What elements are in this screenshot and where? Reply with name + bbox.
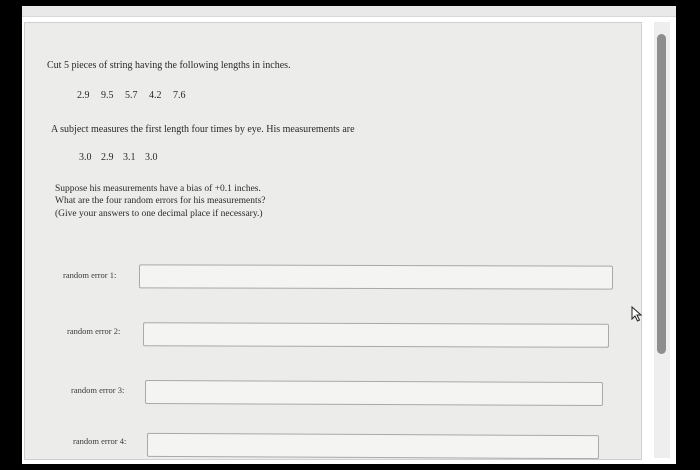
measurement-intro: A subject measures the first length four times by eye. His measurements are: [51, 124, 355, 135]
mouse-pointer-icon: [630, 306, 644, 322]
random-error-2-label: random error 2:: [67, 326, 121, 336]
random-error-3-label: random error 3:: [71, 385, 125, 395]
problem-intro: Cut 5 pieces of string having the following lengths in inches.: [47, 60, 291, 71]
length-value: 7.6: [173, 90, 186, 101]
random-error-4-input[interactable]: [147, 433, 599, 459]
random-error-1-label: random error 1:: [63, 270, 117, 280]
bias-statement: Suppose his measurements have a bias of +0.1 inches.: [55, 184, 261, 194]
question-text: What are the four random errors for his measurements?: [55, 196, 266, 206]
length-value: 5.7: [125, 90, 138, 101]
rounding-note: (Give your answers to one decimal place if necessary.): [55, 209, 263, 219]
vertical-scrollbar[interactable]: [654, 22, 670, 458]
length-value: 4.2: [149, 90, 162, 101]
measurement-value: 2.9: [101, 152, 114, 163]
string-lengths: [77, 89, 193, 102]
measurement-value: 3.1: [123, 152, 136, 163]
length-value: 2.9: [77, 90, 90, 101]
random-error-4-label: random error 4:: [73, 436, 127, 446]
length-value: 9.5: [101, 90, 114, 101]
random-error-3-input[interactable]: [145, 380, 603, 406]
scrollbar-thumb[interactable]: [657, 34, 666, 354]
question-panel: [24, 22, 642, 460]
measurements-list: [79, 151, 165, 164]
measurement-value: 3.0: [145, 152, 158, 163]
random-error-2-input[interactable]: [143, 322, 609, 348]
browser-top-bar: [22, 6, 676, 17]
random-error-1-input[interactable]: [139, 264, 613, 289]
screen: [22, 6, 676, 464]
measurement-value: 3.0: [79, 152, 92, 163]
